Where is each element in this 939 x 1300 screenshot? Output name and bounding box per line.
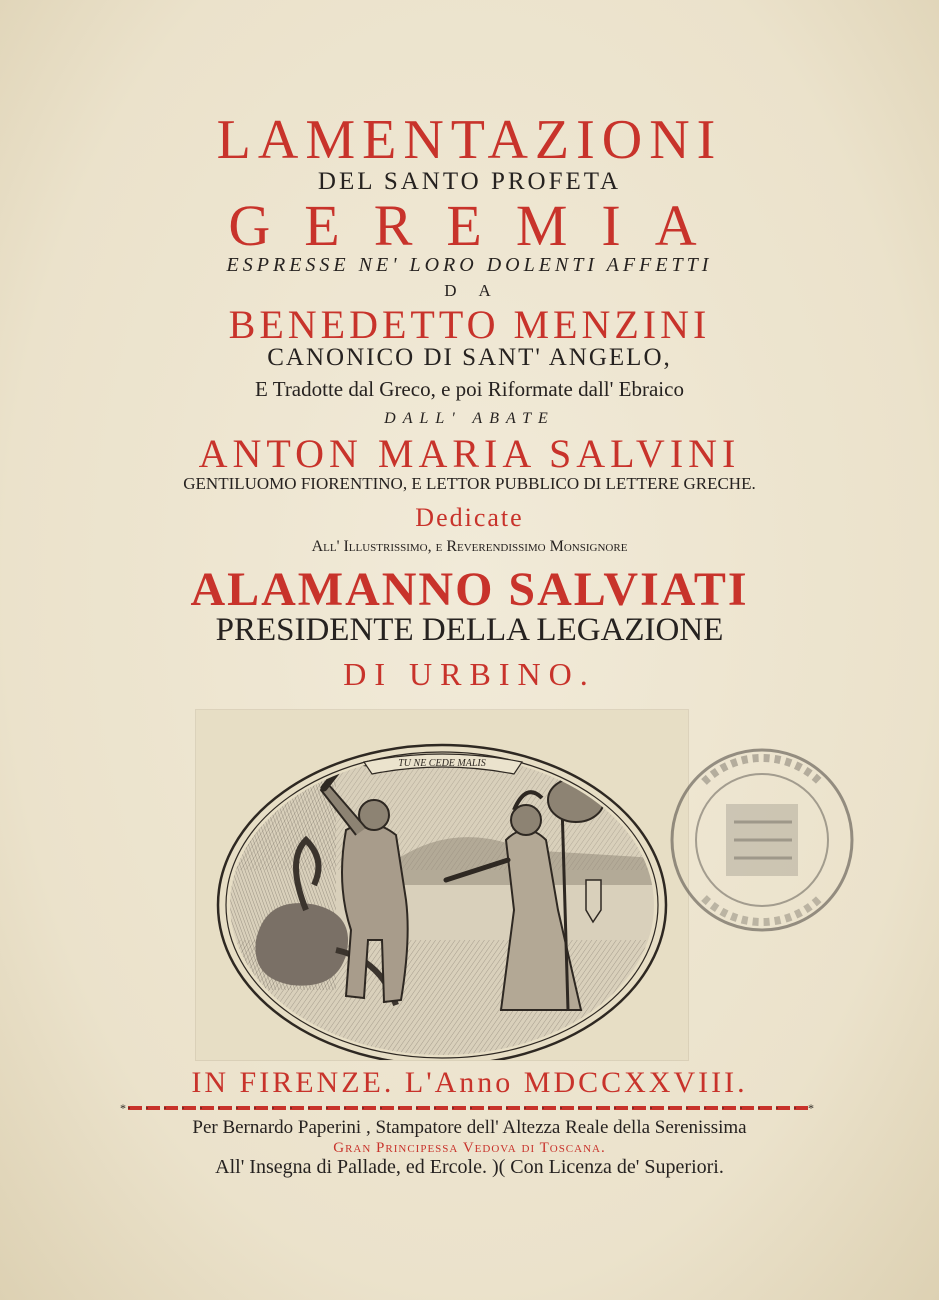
- library-stamp: [664, 742, 860, 938]
- dedicatee-title: PRESIDENTE DELLA LEGAZIONE: [215, 612, 724, 648]
- by-line: DA: [444, 281, 513, 300]
- ornamental-rule: [118, 1103, 818, 1113]
- author-name: BENEDETTO MENZINI: [228, 302, 711, 347]
- description-line: ESPRESSE NE' LORO DOLENTI AFFETTI: [226, 254, 713, 276]
- engraving-plate: [196, 710, 688, 1060]
- translation-note: E Tradotte dal Greco, e poi Riformate dall' Ebraico: [255, 377, 684, 401]
- author-title: CANONICO DI SANT' ANGELO,: [267, 344, 672, 371]
- dedicatee-place: DI URBINO.: [343, 656, 596, 692]
- imprint-place-year: IN FIRENZE. L'Anno MDCCXXVIII.: [191, 1066, 748, 1099]
- svg-text:*: *: [808, 1103, 814, 1113]
- translator-name: ANTON MARIA SALVINI: [198, 431, 741, 476]
- dedication-word: Dedicate: [415, 503, 524, 532]
- svg-text:*: *: [120, 1103, 126, 1113]
- by-abbot-line: DALL' ABATE: [384, 410, 555, 427]
- book-subtitle: DEL SANTO PROFETA: [317, 168, 622, 195]
- imprint-patron: Gran Principessa Vedova di Toscana.: [333, 1140, 606, 1156]
- translator-title: GENTILUOMO FIORENTINO, E LETTOR PUBBLICO DI LETTERE GRECHE.: [183, 474, 756, 493]
- dedicatee-name: ALAMANNO SALVIATI: [190, 563, 749, 616]
- dedication-to: All' Illustrissimo, e Reverendissimo Monsignore: [311, 538, 628, 555]
- engraving-motto: TU NE CEDE MALIS: [398, 758, 486, 769]
- imprint-sign: All' Insegna di Pallade, ed Ercole. )( Con Licenza de' Superiori.: [215, 1156, 724, 1178]
- imprint-printer: Per Bernardo Paperini , Stampatore dell' Altezza Reale della Serenissima: [192, 1117, 747, 1138]
- prophet-name: GEREMIA: [228, 193, 731, 258]
- engraving-vignette: [196, 710, 688, 1060]
- book-title: LAMENTAZIONI: [216, 109, 723, 171]
